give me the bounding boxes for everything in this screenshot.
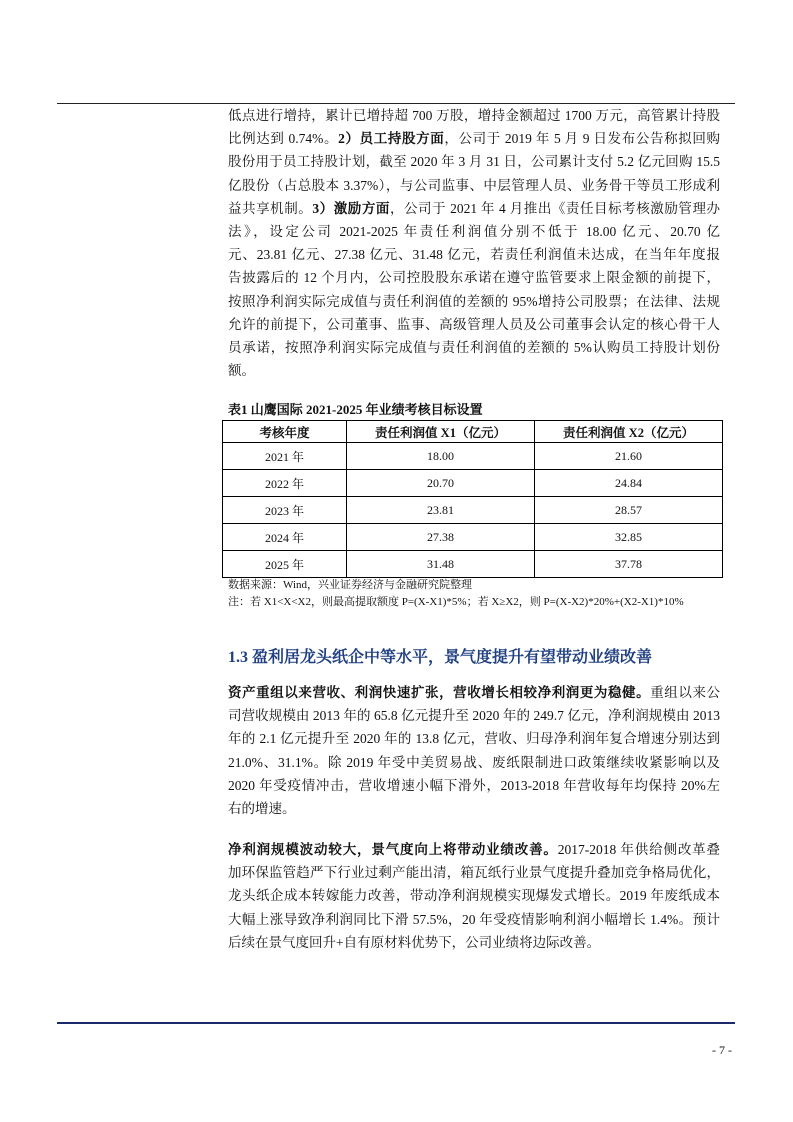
table-cell: 2025 年: [223, 551, 347, 578]
text-run: 2020 年受疫情冲击，营收增速小幅下滑外，2013-2018 年营收每年均保持 20%左: [228, 777, 720, 793]
table-row: [223, 443, 723, 470]
text-line: [228, 908, 720, 931]
text-run: 大幅上涨导致净利润同比下滑 57.5%，20 年受疫情影响利润小幅增长 1.4%。预计: [228, 911, 720, 927]
text-run: 右的增速。: [228, 800, 296, 816]
text-run: 龙头纸企成本转嫁能力改善，带动净利润规模实现爆发式增长。2019 年废纸成本: [228, 888, 720, 904]
text-line: [228, 336, 720, 359]
table-cell: 2022 年: [223, 470, 347, 497]
page-number: - 7 -: [712, 1043, 732, 1057]
paragraph-lead: 净利润规模波动较大，景气度向上将带动业绩改善。: [228, 842, 558, 857]
footer-rule: [57, 1022, 735, 1024]
profit-paragraph: [228, 838, 720, 954]
table-row: [223, 524, 723, 551]
text-run: 元、23.81 亿元、27.38 亿元、31.48 亿元，若责任利润值未达成，在当年年度报: [228, 247, 720, 263]
text-run: 司营收规模由 2013 年的 65.8 亿元提升至 2020 年的 249.7 亿元，净利润规模由 2013: [228, 708, 720, 724]
text-line: [228, 104, 720, 127]
text-line: [228, 681, 720, 704]
text-run: 额。: [228, 363, 255, 379]
text-line: [228, 290, 720, 313]
paragraph-lead: 资产重组以来营收、利润快速扩张，营收增长相较净利润更为稳健。: [228, 685, 651, 700]
revenue-paragraph: [228, 681, 720, 820]
text-line: [228, 243, 720, 266]
section-heading: 1.3 盈利居龙头纸企中等水平，景气度提升有望带动业绩改善: [228, 649, 653, 666]
text-line: [228, 774, 720, 797]
text-run: 员承诺，按照净利润实际完成值与责任利润值的差额的 5%认购员工持股计划份: [228, 339, 720, 355]
table-cell: 27.38: [347, 524, 535, 551]
text-run: 21.0%、31.1%。除 2019 年受中美贸易战、废纸限制进口政策继续收紧影响以及: [228, 754, 720, 770]
table-cell: 32.85: [535, 524, 723, 551]
table-row: [223, 470, 723, 497]
text-line: [228, 797, 720, 820]
table-row: [223, 551, 723, 578]
text-run: 加环保监管趋严下行业过剩产能出清，箱瓦纸行业景气度提升叠加竞争格局优化，: [228, 865, 720, 881]
table-cell: 28.57: [535, 497, 723, 524]
text-line: [228, 197, 720, 220]
table-cell: 18.00: [347, 443, 535, 470]
text-line: [228, 359, 720, 382]
table-row: [223, 497, 723, 524]
table-cell: 2021 年: [223, 443, 347, 470]
text-run: 按照净利润实际完成值与责任利润值的差额的 95%增持公司股票；在法律、法规: [228, 293, 720, 309]
table-caption: 表1 山鹰国际 2021-2025 年业绩考核目标设置: [228, 402, 483, 417]
text-run: 亿股份（占总股本 3.37%），与公司监事、中层管理人员、业务骨干等员工形成利: [228, 177, 720, 193]
text-run: 法》，设定公司 2021-2025 年责任利润值分别不低于 18.00 亿元、20.70 亿: [228, 223, 720, 239]
text-run: 允许的前提下，公司董事、监事、高级管理人员及公司董事会认定的核心骨干人: [228, 316, 720, 332]
employee-shareholding-label: 2）员工持股方面: [338, 131, 445, 147]
text-line: [228, 266, 720, 289]
text-line: [228, 127, 720, 150]
text-run: ，公司于 2019 年 5 月 9 日发布公告称拟回购: [444, 131, 720, 147]
text-run: 后续在景气度回升+自有原材料优势下，公司业绩将边际改善。: [228, 934, 601, 950]
text-line: [228, 861, 720, 884]
text-run: ，公司于 2021 年 4 月推出《责任目标考核激励管理办: [389, 200, 720, 216]
text-line: [228, 838, 720, 861]
performance-target-table: [222, 420, 723, 578]
table-header-cell: 责任利润值 X1（亿元）: [347, 421, 535, 443]
text-run: 年的 2.1 亿元提升至 2020 年的 13.8 亿元，营收、归母净利润年复合增速分别达到: [228, 731, 720, 747]
text-run: 股份用于员工持股计划，截至 2020 年 3 月 31 日，公司累计支付 5.2 亿元回购 15.5: [228, 154, 720, 170]
table-cell: 2024 年: [223, 524, 347, 551]
table-cell: 2023 年: [223, 497, 347, 524]
text-run: 益共享机制。: [228, 200, 313, 216]
text-line: [228, 704, 720, 727]
text-line: [228, 931, 720, 954]
incentive-label: 3）激励方面: [312, 200, 390, 216]
table-cell: 31.48: [347, 551, 535, 578]
text-line: [228, 150, 720, 173]
table-cell: 24.84: [535, 470, 723, 497]
text-run: 告披露后的 12 个月内，公司控股股东承诺在遵守监管要求上限金额的前提下，: [228, 270, 720, 286]
continued-paragraph: [228, 104, 720, 382]
table-cell: 37.78: [535, 551, 723, 578]
text-line: [228, 727, 720, 750]
table-cell: 20.70: [347, 470, 535, 497]
text-run: 2017-2018 年供给侧改革叠: [557, 842, 720, 857]
text-run: 重组以来公: [650, 685, 720, 700]
table-header-row: [223, 421, 723, 443]
text-line: [228, 751, 720, 774]
text-line: [228, 220, 720, 243]
table-cell: 23.81: [347, 497, 535, 524]
table-header-cell: 责任利润值 X2（亿元）: [535, 421, 723, 443]
text-run: 比例达到 0.74%。: [228, 131, 339, 147]
text-line: [228, 174, 720, 197]
data-source-note: 数据来源：Wind，兴业证券经济与金融研究院整理: [228, 579, 472, 591]
table-cell: 21.60: [535, 443, 723, 470]
formula-note: 注：若 X1<X<X2，则最高提取额度 P=(X-X1)*5%；若 X≥X2，则 P=(X-X2)*20%+(X2-X1)*10%: [228, 596, 684, 608]
text-run: 低点进行增持，累计已增持超 700 万股，增持金额超过 1700 万元，高管累计持股: [228, 108, 720, 123]
text-line: [228, 313, 720, 336]
table-header-cell: 考核年度: [223, 421, 347, 443]
text-line: [228, 884, 720, 907]
